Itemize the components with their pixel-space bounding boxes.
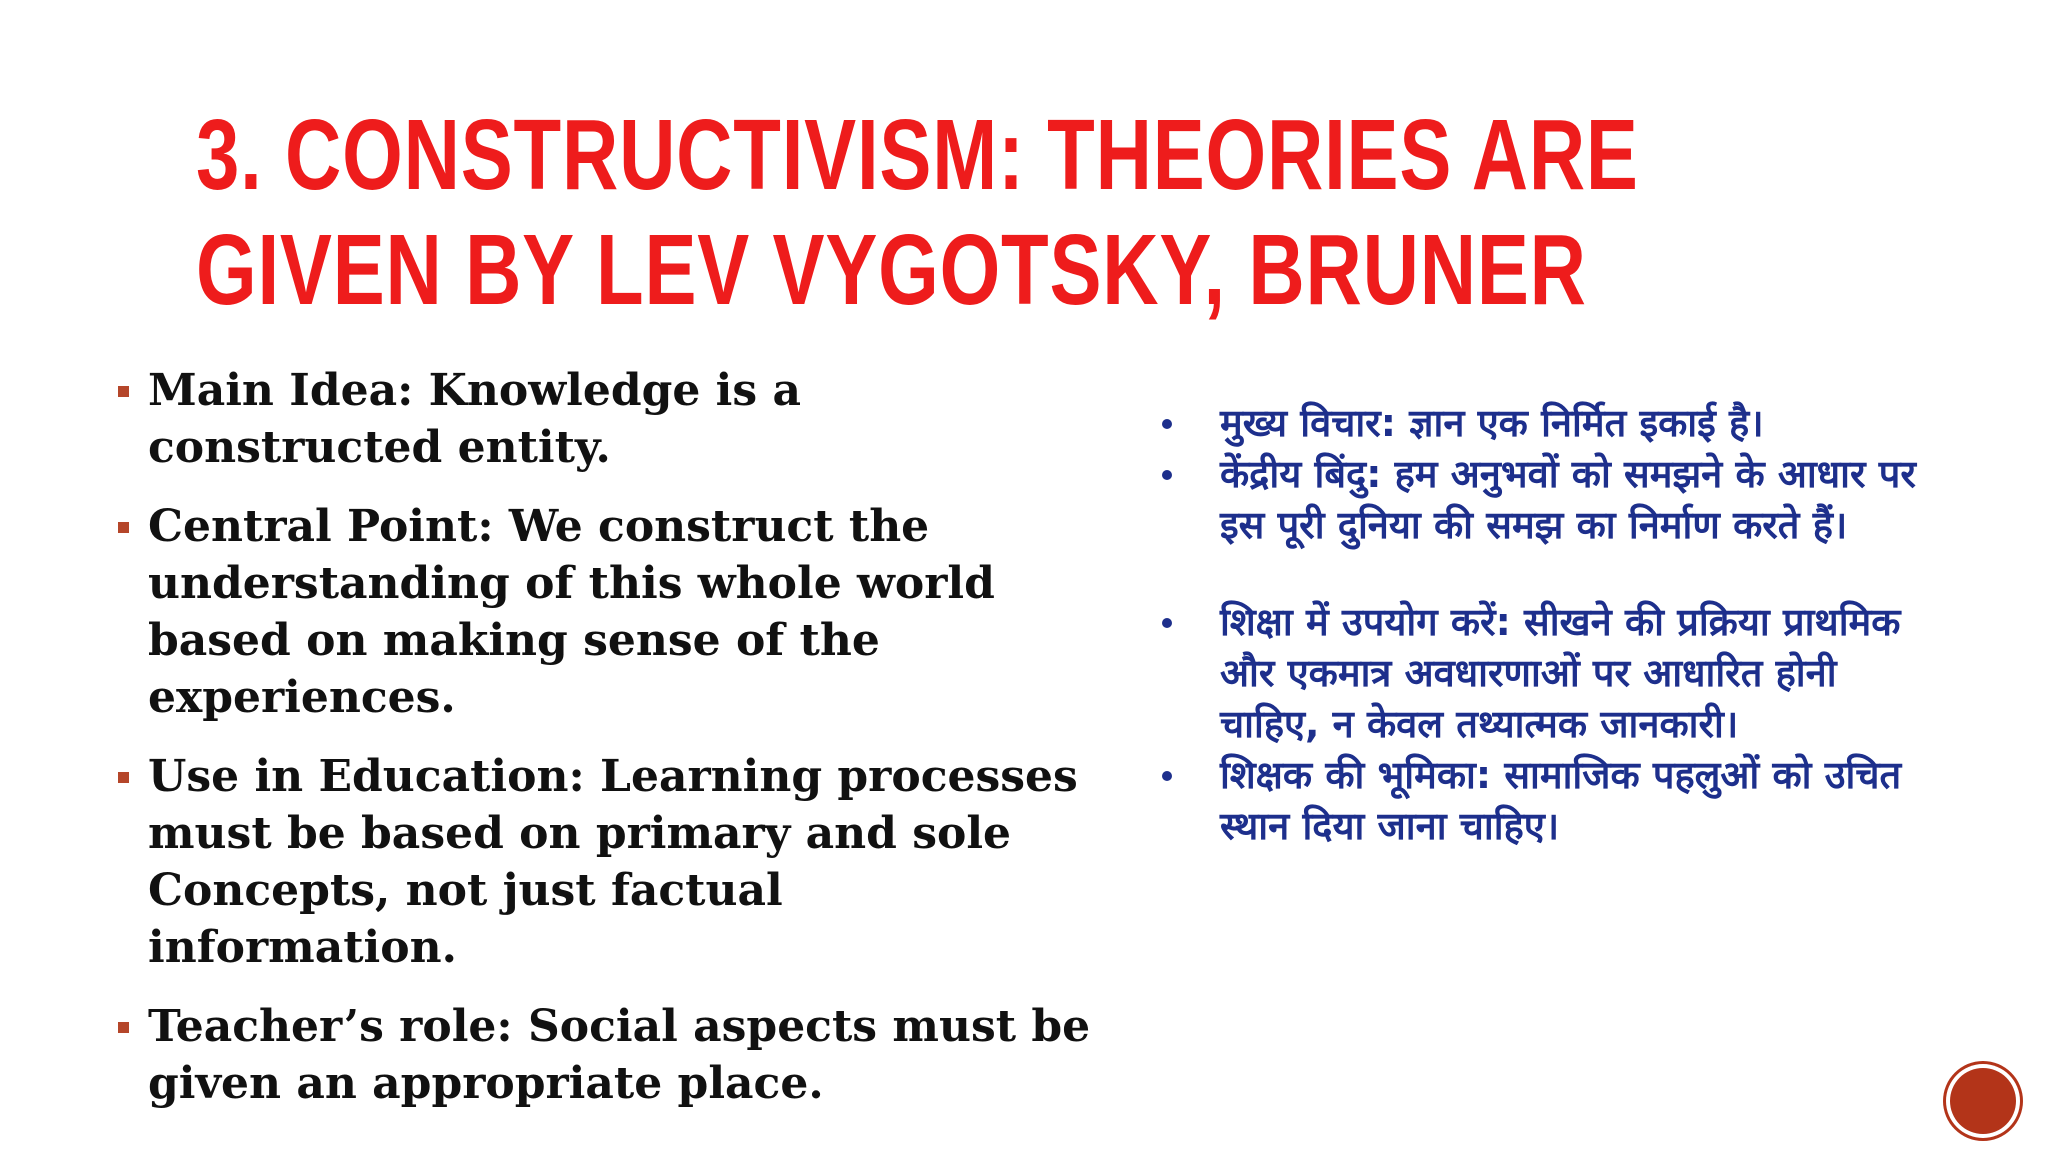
slide-corner-badge-icon (1946, 1064, 2020, 1138)
round-bullet-icon (1162, 771, 1172, 781)
title-line-1: 3. CONSTRUCTIVISM: THEORIES ARE (196, 99, 1639, 211)
hindi-point-text: मुख्य विचार: ज्ञान एक निर्मित इकाई है। (1220, 401, 1764, 445)
english-point-main-idea (116, 362, 1096, 476)
square-bullet-icon (118, 522, 129, 533)
hindi-point-text: शिक्षा में उपयोग करें: सीखने की प्रक्रिया प्राथमिक और एकमात्र अवधारणाओं पर आधारित होनी चाहिए, न केवल तथ्यात्मक जानकारी। (1220, 600, 1901, 746)
hindi-point-text: केंद्रीय बिंदु: हम अनुभवों को समझने के आधार पर इस पूरी दुनिया की समझ का निर्माण करते हैं। (1220, 452, 1916, 547)
english-points-list (116, 362, 1096, 1134)
title-line-2: GIVEN BY LEV VYGOTSKY, BRUNER (196, 214, 1587, 326)
english-point-use-in-education (116, 748, 1096, 976)
slide-title (196, 98, 1639, 328)
square-bullet-icon (118, 1022, 129, 1033)
english-point-text: Teacher’s role: Social aspects must be given an appropriate place. (148, 1001, 1091, 1109)
english-point-teacher-role (116, 998, 1096, 1112)
hindi-point-use-in-education (1158, 597, 1918, 750)
english-point-text: Main Idea: Knowledge is a constructed entity. (148, 365, 801, 473)
english-point-text: Use in Education: Learning processes must be based on primary and sole Concepts, not just factual information. (148, 751, 1078, 973)
square-bullet-icon (118, 386, 129, 397)
round-bullet-icon (1162, 618, 1172, 628)
english-point-text: Central Point: We construct the understanding of this whole world based on making sense of the experiences. (148, 501, 995, 723)
hindi-point-teacher-role (1158, 750, 1918, 852)
square-bullet-icon (118, 772, 129, 783)
hindi-point-central-point (1158, 449, 1918, 551)
english-point-central-point (116, 498, 1096, 726)
round-bullet-icon (1162, 419, 1172, 429)
hindi-points-list (1158, 398, 1918, 852)
hindi-point-text: शिक्षक की भूमिका: सामाजिक पहलुओं को उचित स्थान दिया जाना चाहिए। (1220, 753, 1902, 848)
hindi-point-main-idea (1158, 398, 1918, 449)
round-bullet-icon (1162, 470, 1172, 480)
